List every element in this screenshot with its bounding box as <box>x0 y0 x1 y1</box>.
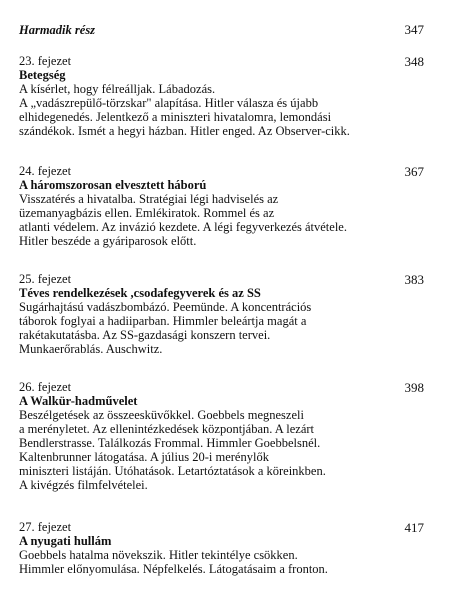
chapter-summary-line: A kísérlet, hogy félreálljak. Lábadozás. <box>19 82 216 96</box>
chapter-summary-line: táborok foglyai a hadiiparban. Himmler beleártja magát a <box>19 314 307 328</box>
chapter-summary-line: elhidegenedés. Jelentkező a miniszteri hivatalomra, lemondási <box>19 110 332 124</box>
chapter-summary-line: Visszatérés a hivatalba. Stratégiai légi hadviselés az <box>19 192 279 206</box>
chapter-summary-line: rakétakutatásba. Az SS-gazdasági konszern tervei. <box>19 328 271 342</box>
chapter-title: Betegség <box>19 68 66 82</box>
chapter-summary-line: atlanti védelem. Az invázió kezdete. A légi fegyverkezés átvétele. <box>19 220 347 234</box>
chapter-entry <box>19 272 430 356</box>
chapter-page-number: 348 <box>404 54 424 69</box>
chapter-summary-line: Goebbels hatalma növekszik. Hitler tekintélye csökken. <box>19 548 298 562</box>
chapter-summary-line: Himmler előnyomulása. Népfelkelés. Látogatásaim a fronton. <box>19 562 328 576</box>
chapter-entry <box>19 164 430 248</box>
chapter-title: Téves rendelkezések ,csodafegyverek és az SS <box>19 286 261 300</box>
chapter-summary-line: Kaltenbrunner látogatása. A július 20-i merénylők <box>19 450 269 464</box>
chapter-summary-line: Munkaerőrablás. Auschwitz. <box>19 342 163 356</box>
chapter-summary-line: a merényletet. Az ellenintézkedések központjában. A lezárt <box>19 422 315 436</box>
chapter-summary-line: Bendlerstrasse. Találkozás Frommal. Himmler Goebbelsnél. <box>19 436 321 450</box>
chapter-summary-line: Hitler beszéde a gyáriparosok előtt. <box>19 234 197 248</box>
chapter-summary-line: üzemanyagbázis ellen. Emlékiratok. Rommel és az <box>19 206 275 220</box>
chapter-number: 24. fejezet <box>19 164 72 178</box>
chapter-title: A Walkür-hadművelet <box>19 394 138 408</box>
chapter-page-number: 417 <box>404 520 424 535</box>
chapter-page-number: 398 <box>404 380 424 395</box>
chapter-summary-line: A kivégzés filmfelvételei. <box>19 478 148 492</box>
chapter-page-number: 367 <box>404 164 424 179</box>
chapter-page-number: 383 <box>404 272 424 287</box>
chapter-entry <box>19 380 430 492</box>
chapter-summary-line: szándékok. Ismét a hegyi házban. Hitler enged. Az Observer-cikk. <box>19 124 350 138</box>
chapter-title: A háromszorosan elvesztett háború <box>19 178 207 192</box>
chapter-summary-line: A „vadászrepülő-törzskar" alapítása. Hitler válasza és újabb <box>19 96 319 110</box>
chapter-entry <box>19 54 430 138</box>
chapter-number: 23. fejezet <box>19 54 72 68</box>
chapter-summary-line: Sugárhajtású vadászbombázó. Peemünde. A koncentrációs <box>19 300 312 314</box>
chapter-summary-line: Beszélgetések az összeesküvőkkel. Goebbels megneszeli <box>19 408 304 422</box>
chapter-number: 27. fejezet <box>19 520 72 534</box>
chapter-number: 26. fejezet <box>19 380 72 394</box>
chapter-title: A nyugati hullám <box>19 534 112 548</box>
running-header-page-number: 347 <box>404 22 424 37</box>
running-header-title: Harmadik rész <box>19 23 96 37</box>
chapter-entry <box>19 520 430 576</box>
chapter-number: 25. fejezet <box>19 272 72 286</box>
chapter-summary-line: miniszteri listáján. Utóhatások. Letartóztatások a köreinkben. <box>19 464 326 478</box>
